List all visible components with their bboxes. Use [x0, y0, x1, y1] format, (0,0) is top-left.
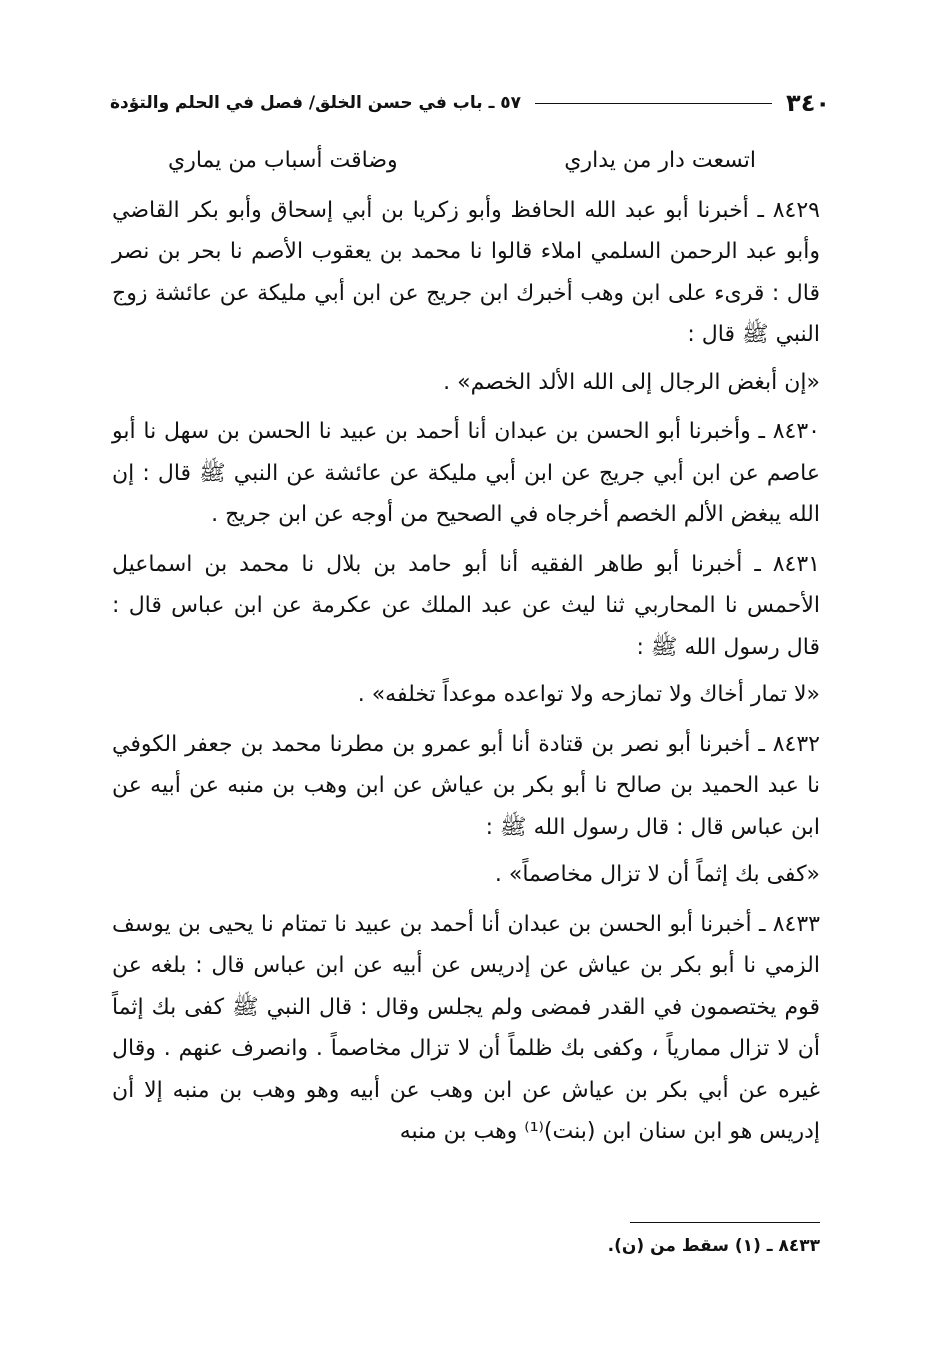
poem-verse: [112, 140, 820, 182]
verse-first-hemistich: اتسعت دار من يداري: [564, 148, 756, 173]
footnote: ٨٤٣٣ ـ (١) سقط من (ن).: [607, 1236, 820, 1256]
hadith-8432-text: «كفى بك إثماً أن لا تزال مخاصماً» .: [494, 862, 820, 887]
main-text: [112, 140, 820, 1153]
page-number: ٣٤٠: [786, 89, 830, 117]
hadith-8432: ٨٤٣٢ ـ أخبرنا أبو نصر بن قتادة أنا أبو عمرو بن مطرنا محمد بن جعفر الكوفي نا عبد الحميد بن صالح نا أبو بكر بن عياش عن ابن وهب بن منبه عن أبيه عن ابن عباس قال : قال رسول الله ﷺ :: [112, 731, 820, 840]
hadith-8430: ٨٤٣٠ ـ وأخبرنا أبو الحسن بن عبدان أنا أحمد بن عبيد نا الحسن بن سهل نا أبو عاصم عن ابن أبي جريج عن ابن أبي مليكة عن عائشة عن النبي ﷺ قال : إن الله يبغض الألم الخصم أخرجاه في الصحيح من أوجه عن ابن جريج .: [112, 419, 820, 527]
hadith-8431: ٨٤٣١ ـ أخبرنا أبو طاهر الفقيه أنا أبو حامد بن بلال نا محمد بن اسماعيل الأحمس نا المحاربي ثنا ليث عن عبد الملك عن عكرمة عن ابن عباس قال : قال رسول الله ﷺ :: [112, 551, 820, 660]
verse-second-hemistich: وضاقت أسباب من يماري: [168, 148, 398, 173]
hadith-8429-text: «إن أبغض الرجال إلى الله الألد الخصم» .: [443, 369, 820, 395]
footnote-rule: [630, 1222, 820, 1223]
running-header: [110, 86, 830, 120]
hadith-8429: ٨٤٢٩ ـ أخبرنا أبو عبد الله الحافظ وأبو زكريا بن أبي إسحاق وأبو بكر القاضي وأبو عبد الرحمن السلمي املاء قالوا نا محمد بن يعقوب الأصم نا بحر بن نصر قال : قرىء على ابن وهب أخبرك ابن جريج عن ابن أبي مليكة عن عائشة زوج النبي ﷺ قال :: [112, 197, 820, 347]
hadith-8431-text: «لا تمار أخاك ولا تمازحه ولا تواعده موعداً تخلفه» .: [357, 682, 820, 707]
chapter-title: ٥٧ ـ باب في حسن الخلق/ فصل في الحلم والتؤدة: [110, 93, 522, 113]
header-rule: [535, 103, 772, 104]
hadith-8433: ٨٤٣٣ ـ أخبرنا أبو الحسن بن عبدان أنا أحمد بن عبيد نا تمتام نا يحيى بن يوسف الزمي نا أبو بكر بن عياش عن إدريس عن أبيه عن ابن عباس قال : بلغه عن قوم يختصمون في القدر فمضى ولم يجلس وقال : قال النبي ﷺ كفى بك إثماً أن لا تزال ممارياً ، وكفى بك ظلماً أن لا تزال مخاصماً . وانصرف عنهم . وقال غيره عن أبي بكر بن عياش عن ابن وهب عن أبيه وهو وهب بن منبه إلا أن إدريس هو ابن سنان ابن (بنت)⁽¹⁾ وهب بن منبه: [112, 911, 820, 1144]
